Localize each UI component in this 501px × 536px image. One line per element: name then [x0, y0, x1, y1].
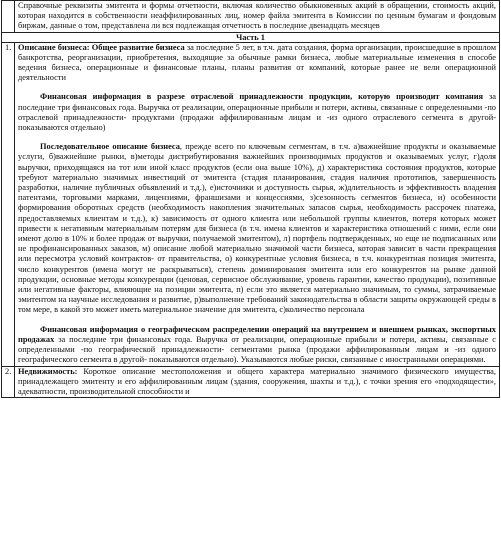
business-description-text: , прежде всего по ключевым сегментам, в т.ч. а)важнейшие продукты и оказываемые услуги, б)важнейшие рынки, в)методы дистрибутирования важнейших производимых продуктов и оказываемых услуг, г)доля выручки, приходящаяся на тот или иной класс продуктов (если она выше 10%), д) характеристика состояния продуктов, которые требуют материально значимых инвестиций от эмитента (стадия планирования, стадия наличия прототипов, завершенность разработки, наличие публичных объявлений и т.д.), е)источники и доступность сырья, ж)длительность и эффективность владения патентами, торговыми марками, лицензиями, франшизами и концессиями, з)сезонность сегментов бизнеса, и) особенности формирования оборотных средств (необходимость накопления значительных запасов сырья, необходимость рассрочек платежа, предоставляемых клиентам и т.д.), к) зависимость от одного клиента или небольшой группы клиентов, потеря которых может привести к негативным материальным потерям для бизнеса (в т.ч. имена клиентов и характеристика отношений с ними, если они имеют долю в 10% и более продаж от выручки, получаемой эмитентом), л) портфель подтвержденных, но еще не подписанных или не профинансированных заказов, м) описание любой материально значимой части бизнеса, которая зависит в части прекращения или пересмотра условий контрактов- от правительства, о) конкурентные условия бизнеса, в т.ч. конкурентная позиция эмитента, число конкурентов (имена могут не раскрываться), степень доминирования эмитента или его конкурентов на рынке данной продукции, основные методы конкуренции (ценовая, сервисное обслуживание, уровень гарантии, качество продукции), позитивные или негативные факторы, влияющие на позиции эмитента, п) если это является материально значимым, то суммы, затрачиваемые эмитентом на научные исследования и развитие, р)выполнение требований законодательства в области защиты окружающей среды в том мере, в какой это может иметь материальное значение для эмитента, с)количество персонала — [18, 142, 496, 315]
segment-financial-heading: Финансовая информация в разрезе отраслевой принадлежности продукции, которую производит компания — [40, 92, 484, 102]
part-title: Часть 1 — [2, 32, 500, 42]
item-1-content — [15, 42, 500, 366]
table-row-reference — [2, 1, 500, 33]
property-text: Короткое описание местоположения и общего характера материально значимого физического имущества, принадлежащего эмитенту и его аффилированным лицам (здания, сооружения, шахты и т.д.), с точки зрения его «подходящести», адекватности, производительной способности и — [18, 366, 496, 396]
property-heading: Недвижимость: — [18, 366, 78, 376]
business-description-heading: Последовательное описание бизнеса — [40, 142, 180, 152]
table-row-item-1 — [2, 42, 500, 366]
geographic-financial-heading: Финансовая информация о географическом распределении операций на внутреннем и внешнем рынках, экспортных продажах — [18, 324, 496, 344]
item-number: 2. — [2, 366, 15, 398]
business-description-paragraph — [18, 142, 496, 315]
business-development-text: за последние 5 лет, в т.ч. дата создания, форма организации, происшедшие в прошлом банкротства, реорганизации, приобретения, выходящие за обычные рамки бизнеса, любые материальные изменения в способе ведения бизнеса, операционные и финансовые планы, планы развития от компаний, которые ранее не вели операционной деятельности — [18, 42, 496, 83]
property-paragraph — [18, 367, 496, 398]
segment-financial-paragraph — [18, 92, 496, 133]
geographic-financial-paragraph — [18, 325, 496, 366]
disclosure-table — [1, 0, 500, 398]
business-development-heading: Описание бизнеса: Общее развитие бизнеса — [18, 42, 185, 52]
reference-text: Справочные реквизиты эмитента и формы отчетности, включая количество обыкновенных акций в обращении, стоимость акций, которая находится в собственности неаффилированных лиц, номер файла эмитента в Комиссии по ценным бумагам и фондовым биржам, данные о том, представлена ли вся подлежащая отчетность в последние двенадцать месяцев — [18, 1, 496, 31]
segment-financial-text: за последние три финансовых года. Выручка от реализации, операционные прибыли и потери, активы, связанные с определенными -по отраслевой принадлежности- продуктами (продажи аффилированным лицам и -из одного отраслевого сегмента в другой- показываются отдельно) — [18, 92, 496, 133]
table-row-item-2 — [2, 366, 500, 398]
business-development-paragraph — [18, 43, 496, 84]
reference-cell — [15, 1, 500, 33]
item-number: 1. — [2, 42, 15, 366]
geographic-financial-text: за последние три финансовых года. Выручка от реализации, операционные прибыли и потери, активы, связанные с определенными -по географической принадлежности- сегментами рынка (продажи аффилированным лицам и -из одного географического сегмента в другой- показываются отдельно). Указываются любые риски, связанные с иностранными операциями. — [18, 334, 496, 365]
table-row-part-header — [2, 32, 500, 42]
row-number-empty — [2, 1, 15, 33]
item-2-content — [15, 366, 500, 398]
